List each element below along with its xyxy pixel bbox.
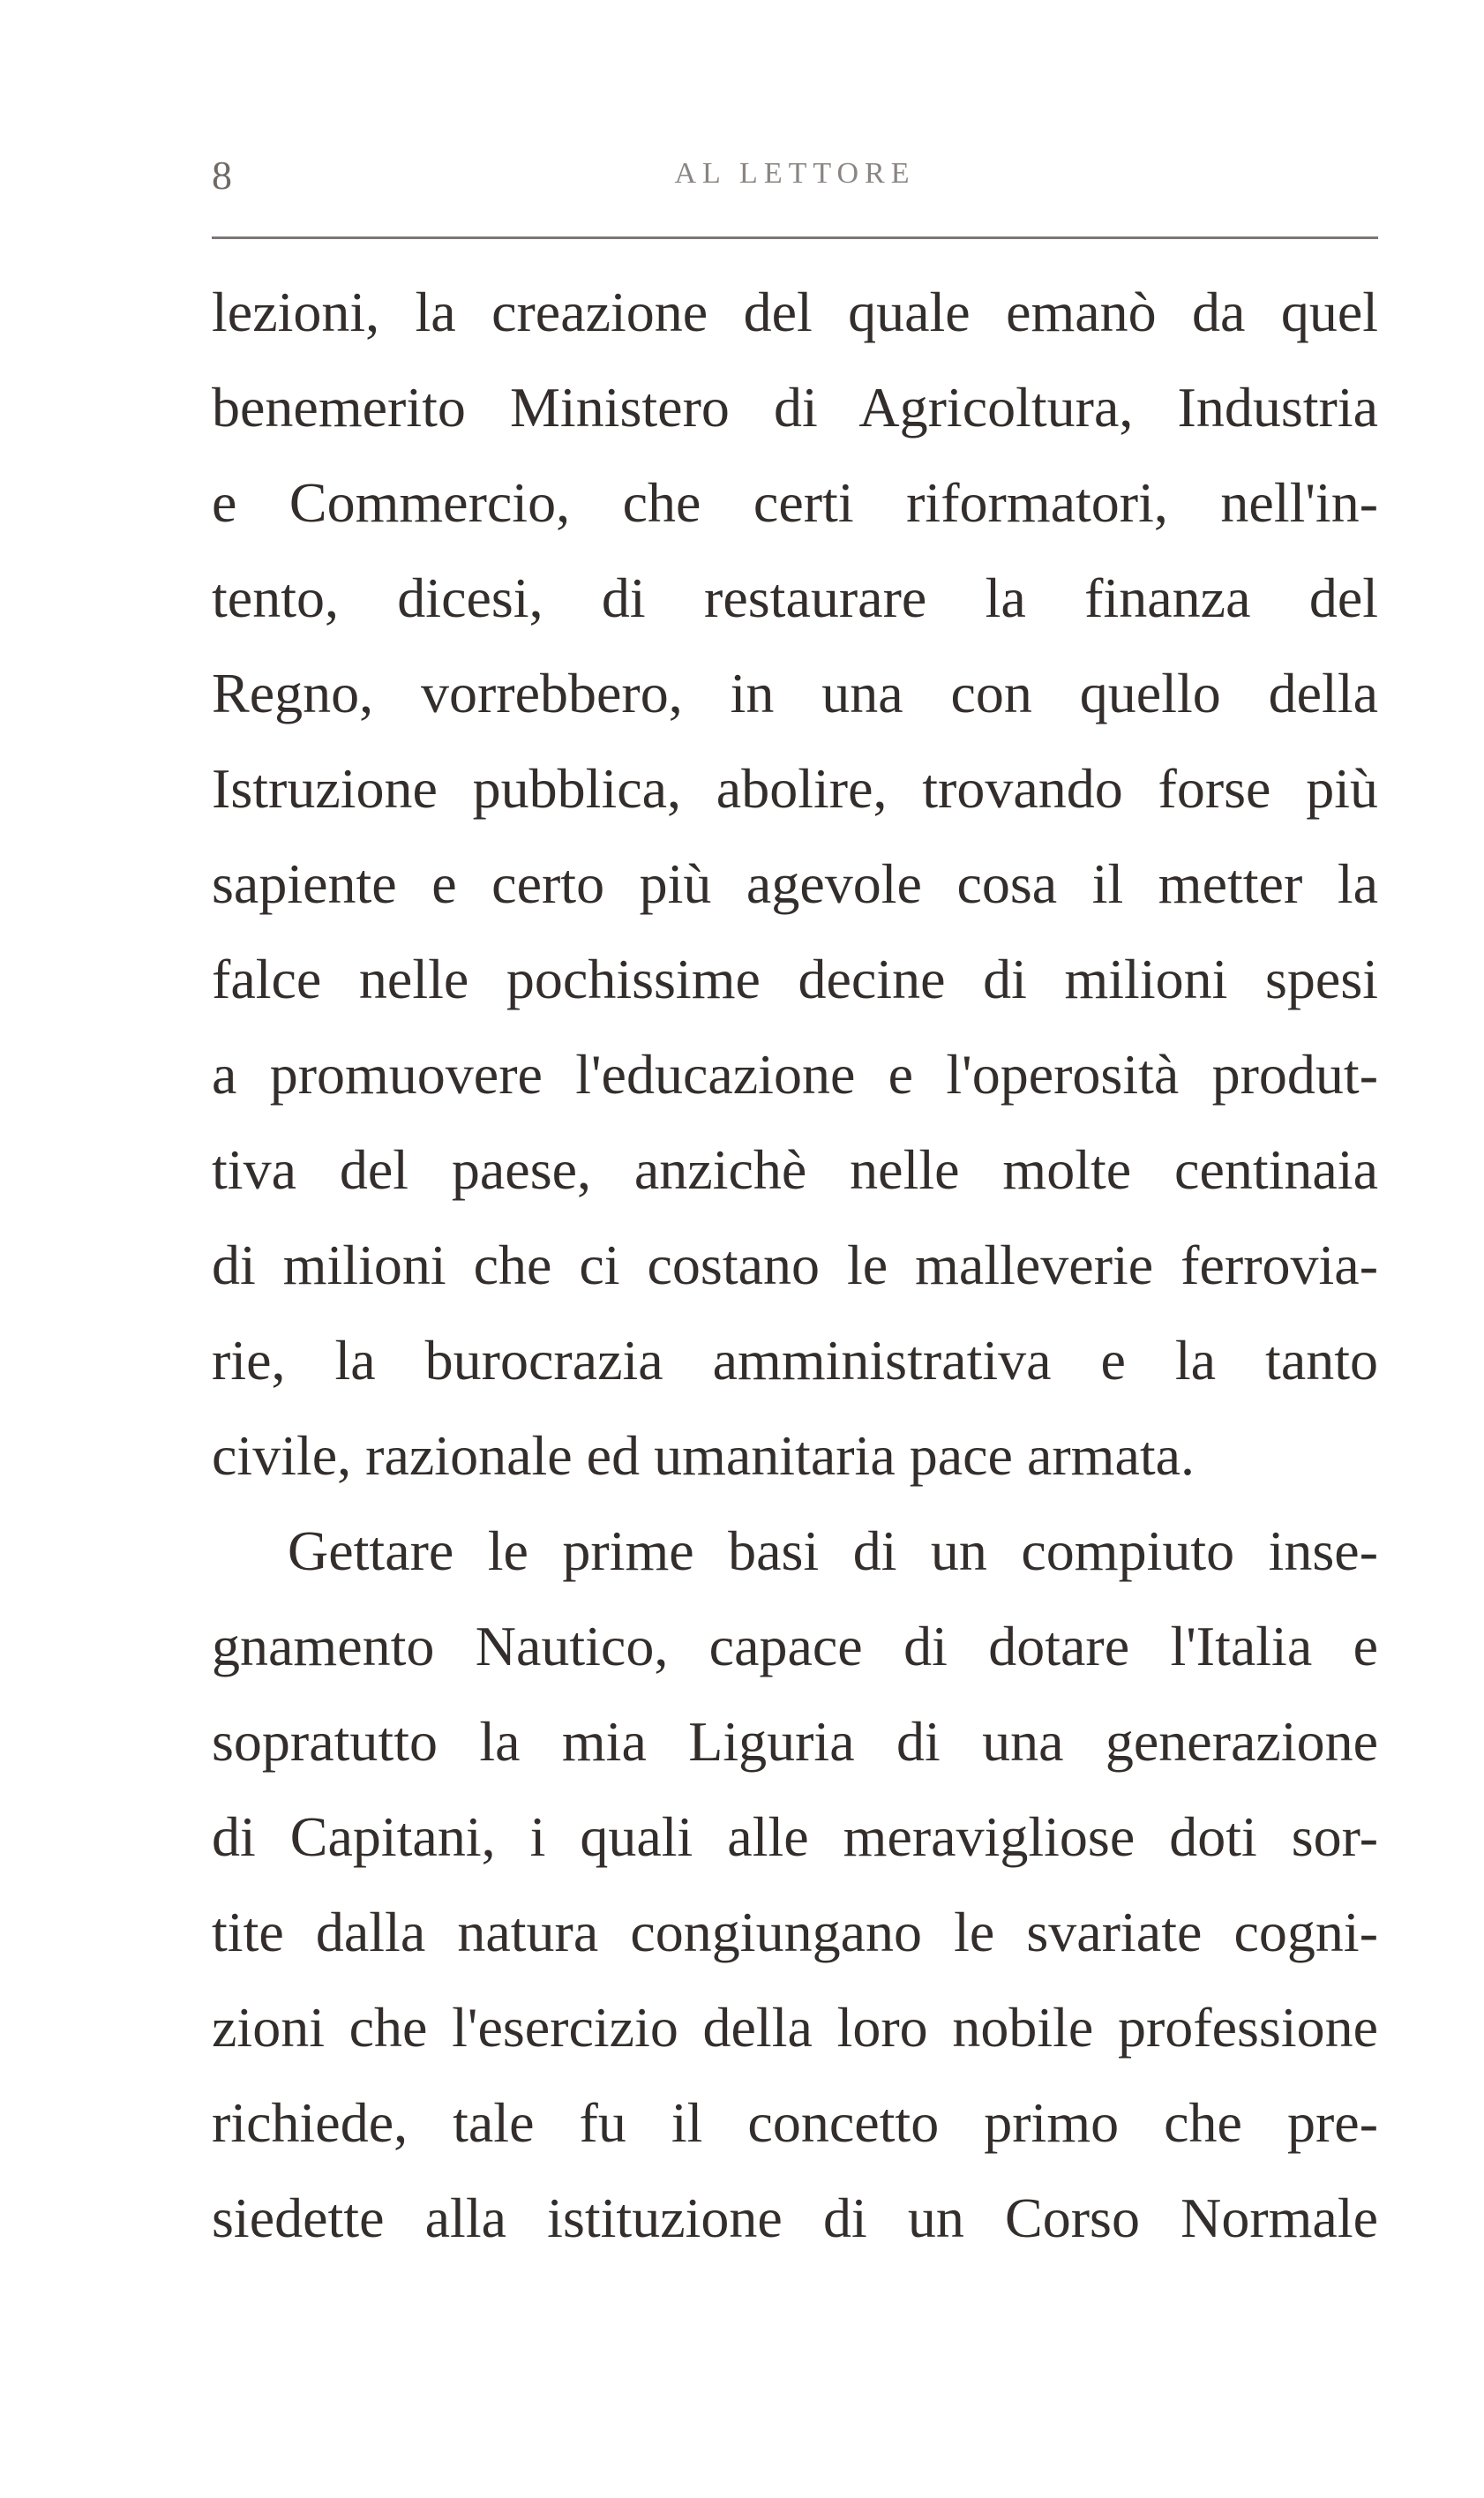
page-number: 8 — [212, 153, 232, 198]
text-line: di milioni che ci costano le malleverie ferrovia- — [212, 1234, 1378, 1296]
body-text — [212, 265, 1378, 2266]
text-line: Regno, vorrebbero, in una con quello della — [212, 662, 1378, 724]
text-line: civile, razionale ed umanitaria pace armata. — [212, 1424, 1195, 1487]
text-line: benemerito Ministero di Agricoltura, Industria — [212, 376, 1378, 439]
text-line: a promuovere l'educazione e l'operosità produt- — [212, 1043, 1378, 1106]
text-line: siedette alla istituzione di un Corso Normale — [212, 2187, 1378, 2249]
text-line: e Commercio, che certi riformatori, nell'in- — [212, 471, 1378, 534]
text-line: tento, dicesi, di restaurare la finanza del — [212, 566, 1378, 629]
text-line: rie, la burocrazia amministrativa e la tanto — [212, 1329, 1378, 1392]
text-line: gnamento Nautico, capace di dotare l'Italia e — [212, 1615, 1378, 1677]
text-line: sopratutto la mia Liguria di una generazione — [212, 1710, 1378, 1773]
header-rule — [212, 236, 1378, 239]
running-head — [212, 152, 1378, 205]
text-line: di Capitani, i quali alle meravigliose doti sor- — [212, 1805, 1378, 1868]
text-line: lezioni, la creazione del quale emanò da quel — [212, 281, 1378, 343]
running-title: AL LETTORE — [674, 157, 916, 190]
text-line: sapiente e certo più agevole cosa il metter la — [212, 852, 1378, 915]
text-line: falce nelle pochissime decine di milioni spesi — [212, 948, 1378, 1010]
text-line: richiede, tale fu il concetto primo che pre- — [212, 2091, 1378, 2154]
text-line: tite dalla natura congiungano le svariate cogni- — [212, 1901, 1378, 1963]
paragraph-first-line: Gettare le prime basi di un compiuto inse- — [288, 1519, 1378, 1582]
text-line: zioni che l'esercizio della loro nobile professione — [212, 1996, 1378, 2059]
text-line: Istruzione pubblica, abolire, trovando forse più — [212, 757, 1378, 820]
text-line: tiva del paese, anzichè nelle molte centinaia — [212, 1138, 1378, 1201]
